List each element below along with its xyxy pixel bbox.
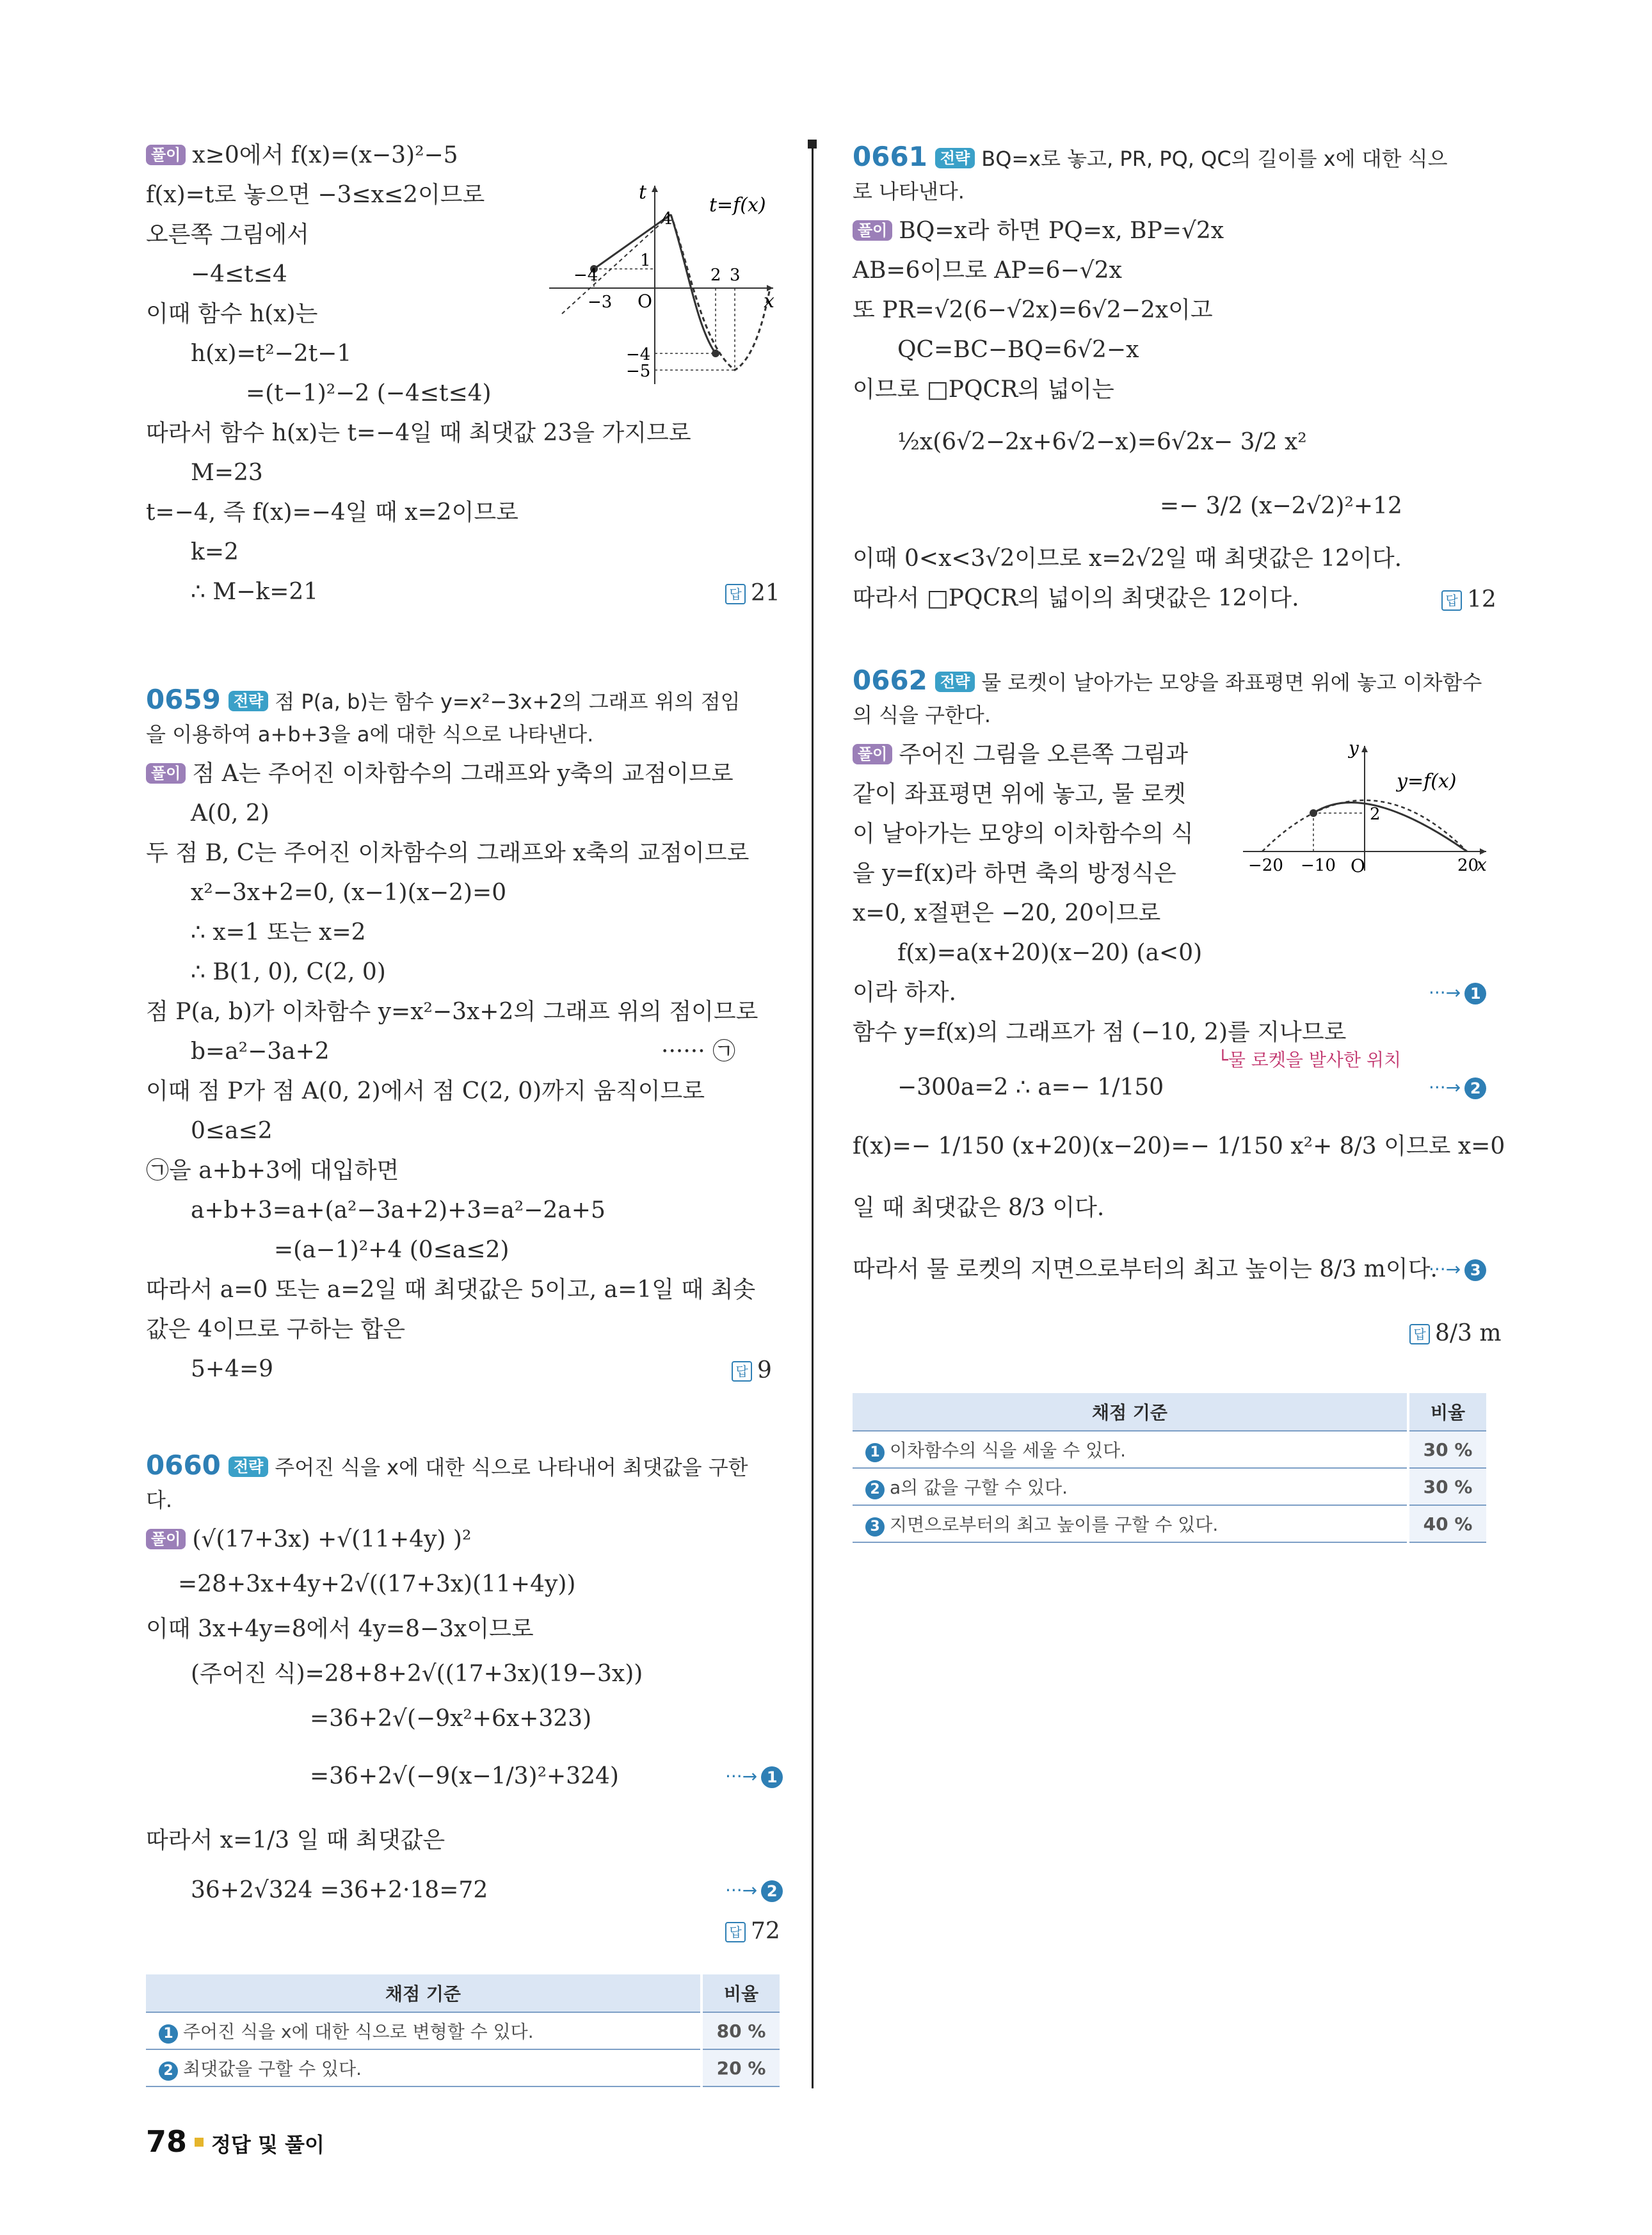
- svg-text:−4: −4: [626, 345, 651, 364]
- top-graph: [543, 179, 780, 391]
- step-1-marker: ···→ 1: [725, 1766, 783, 1788]
- rocket-path: [1313, 803, 1467, 851]
- page-number: 78: [146, 2124, 188, 2159]
- top-line-4: −4≤t≤4: [191, 261, 287, 287]
- table-row: 3 지면으로부터의 최고 높이를 구할 수 있다. 40 %: [853, 1505, 1486, 1542]
- top-line-6: h(x)=t²−2t−1: [191, 341, 352, 367]
- step-3-marker: ···→ 3: [1429, 1259, 1486, 1281]
- parabola: [671, 214, 770, 370]
- svg-text:O: O: [638, 291, 652, 312]
- step-1-marker: ···→ 1: [1429, 982, 1486, 1005]
- column-divider: [812, 142, 814, 2088]
- answer-0661: 답 12: [1441, 586, 1496, 613]
- svg-text:2: 2: [1370, 805, 1381, 824]
- top-line-3: 오른쪽 그림에서: [146, 222, 309, 248]
- graph-fn-label: t=f(x): [709, 194, 766, 216]
- step-2-marker: ···→ 2: [1429, 1077, 1486, 1099]
- answer-0660: 답 72: [725, 1918, 780, 1944]
- svg-text:y: y: [1349, 738, 1359, 759]
- top-line-2: f(x)=t로 놓으면 −3≤x≤2이므로: [146, 182, 485, 208]
- svg-text:t: t: [639, 181, 647, 204]
- table-row: 2 a의 값을 구할 수 있다. 30 %: [853, 1468, 1486, 1505]
- svg-text:4: 4: [662, 209, 673, 229]
- top-line-7: =(t−1)²−2 (−4≤t≤4): [246, 380, 492, 407]
- footer-title: 정답 및 풀이: [211, 2133, 325, 2157]
- svg-text:2: 2: [710, 266, 721, 285]
- top-line-10: t=−4, 즉 f(x)=−4일 때 x=2이므로: [146, 499, 518, 526]
- top-line-1: 풀이 x≥0에서 f(x)=(x−3)²−5: [146, 141, 458, 170]
- svg-text:20: 20: [1457, 856, 1479, 875]
- svg-text:1: 1: [640, 251, 651, 270]
- svg-text:O: O: [1351, 855, 1365, 876]
- svg-text:y=f(x): y=f(x): [1397, 770, 1457, 793]
- rubric-0662: 채점 기준 비율 1 이차함수의 식을 세울 수 있다. 30 % 2 a의 값을 구할 수 있다. 30 % 3 지면으로부터의 최고 높이를 구할 수 있다. 40 %: [853, 1393, 1486, 1543]
- table-row: 1 이차함수의 식을 세울 수 있다. 30 %: [853, 1431, 1486, 1468]
- table-row: 1 주어진 식을 x에 대한 식으로 변형할 수 있다. 80 %: [146, 2012, 780, 2049]
- rubric-0660: 채점 기준 비율 1 주어진 식을 x에 대한 식으로 변형할 수 있다. 80 % 2 최댓값을 구할 수 있다. 20 %: [146, 1974, 780, 2087]
- line-segment: [594, 214, 671, 269]
- answer-0662: 답 8/3 m: [1409, 1320, 1502, 1346]
- svg-text:−4: −4: [573, 266, 598, 285]
- rocket-graph: [1237, 736, 1493, 877]
- svg-text:x: x: [764, 290, 774, 312]
- page-footer: [146, 2124, 325, 2159]
- svg-text:−5: −5: [626, 362, 651, 381]
- top-line-11: k=2: [191, 539, 239, 565]
- problem-0662-header: 0662 전략 물 로켓이 날아가는 모양을 좌표평면 위에 놓고 이차함수: [853, 665, 1482, 696]
- svg-text:−10: −10: [1301, 856, 1336, 875]
- footer-square-icon: [195, 2138, 204, 2147]
- problem-0661-header: 0661 전략 BQ=x로 놓고, PR, PQ, QC의 길이를 x에 대한 식으: [853, 141, 1448, 172]
- top-line-12: ∴ M−k=21: [191, 579, 319, 605]
- top-line-9: M=23: [191, 460, 263, 486]
- top-line-8: 따라서 함수 h(x)는 t=−4일 때 최댓값 23을 가지므로: [146, 420, 691, 446]
- top-answer: 답 21: [725, 580, 780, 606]
- svg-text:−3: −3: [588, 293, 613, 312]
- step-2-marker: ···→ 2: [725, 1880, 783, 1902]
- table-row: 2 최댓값을 구할 수 있다. 20 %: [146, 2049, 780, 2086]
- problem-0659-header: 0659 전략 점 P(a, b)는 함수 y=x²−3x+2의 그래프 위의 점임: [146, 684, 741, 715]
- answer-0659: 답 9: [732, 1357, 772, 1384]
- svg-text:−20: −20: [1248, 856, 1283, 875]
- svg-text:x: x: [1477, 854, 1487, 875]
- top-line-5: 이때 함수 h(x)는: [146, 301, 318, 327]
- annotation-launch-position: └물 로켓을 발사한 위치: [1217, 1049, 1401, 1070]
- problem-0660-header: 0660 전략 주어진 식을 x에 대한 식으로 나타내어 최댓값을 구한: [146, 1449, 748, 1481]
- svg-text:3: 3: [730, 266, 741, 285]
